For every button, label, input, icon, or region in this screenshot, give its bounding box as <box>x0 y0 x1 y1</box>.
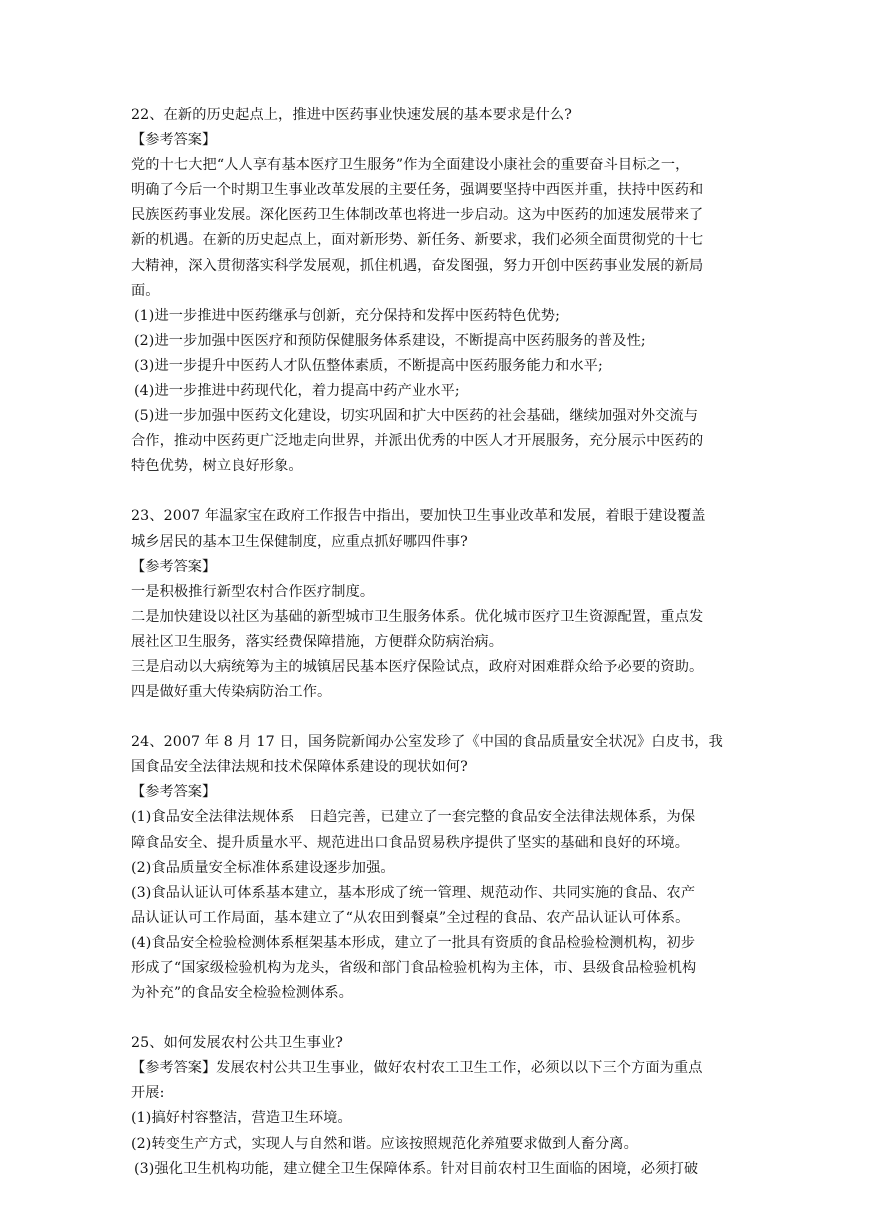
answer-line: 四是做好重大传染病防治工作。 <box>131 684 332 701</box>
answer-label: 【参考答案】 <box>131 1060 217 1077</box>
answer-line: 二是加快建设以社区为基础的新型城市卫生服务体系。优化城市医疗卫生资源配置，重点发 <box>131 608 704 625</box>
answer-line: (3)食品认证认可体系基本建立，基本形成了统一管理、规范动作、共同实施的食品、农产 <box>131 884 696 901</box>
qa-section-25 <box>131 1031 741 1182</box>
answer-line: 新的机遇。在新的历史起点上，面对新形势、新任务、新要求，我们必须全面贯彻党的十七 <box>131 232 704 249</box>
answer-line: (1)食品安全法律法规体系 日趋完善，已建立了一套完整的食品安全法律法规体系，为保 <box>131 809 696 826</box>
answer-line: (4)进一步推进中药现代化，着力提高中药产业水平; <box>134 383 460 400</box>
answer-line: (1)进一步推进中医药继承与创新，充分保持和发挥中医药特色优势; <box>134 307 560 324</box>
answer-line: 障食品安全、提升质量水平、规范进出口食品贸易秩序提供了坚实的基础和良好的环境。 <box>131 834 689 851</box>
answer-line: 合作，推动中医药更广泛地走向世界，并派出优秀的中医人才开展服务，充分展示中医药的 <box>131 433 704 450</box>
answer-line: 特色优势，树立良好形象。 <box>131 458 303 475</box>
answer-line: 一是积极推行新型农村合作医疗制度。 <box>131 583 375 600</box>
answer-line: (2)进一步加强中医医疗和预防保健服务体系建设，不断提高中医药服务的普及性; <box>134 332 646 349</box>
answer-line: 为补充”的食品安全检验检测体系。 <box>131 985 353 1002</box>
answer-label: 【参考答案】 <box>131 784 217 801</box>
answer-line: (4)食品安全检验检测体系框架基本形成，建立了一批具有资质的食品检验检测机构，初步 <box>131 934 696 951</box>
answer-line: 形成了“国家级检验机构为龙头，省级和部门食品检验机构为主体，市、县级食品检验机构 <box>131 960 697 976</box>
question-line: 23、2007 年温家宝在政府工作报告中指出，要加快卫生事业改革和发展，着眼于建设覆盖 <box>131 508 706 525</box>
question-line: 城乡居民的基本卫生保健制度，应重点抓好哪四件事? <box>131 533 468 550</box>
answer-line: (3)强化卫生机构功能，建立健全卫生保障体系。针对目前农村卫生面临的困境，必须打破 <box>134 1160 699 1177</box>
answer-label: 【参考答案】 <box>131 558 217 575</box>
question-line: 国食品安全法律法规和技术保障体系建设的现状如何? <box>131 759 468 776</box>
answer-line: (3)进一步提升中医药人才队伍整体素质，不断提高中医药服务能力和水平; <box>134 357 603 374</box>
answer-line: 面。 <box>131 282 160 299</box>
section-gap <box>131 479 741 504</box>
answer-line: (1)搞好村容整洁，营造卫生环境。 <box>131 1110 352 1127</box>
answer-first-line <box>131 1056 741 1081</box>
answer-line: 三是启动以大病统筹为主的城镇居民基本医疗保险试点，政府对困难群众给予必要的资助。 <box>131 658 704 675</box>
qa-section-23 <box>131 504 741 705</box>
question-line: 22、在新的历史起点上，推进中医药事业快速发展的基本要求是什么? <box>131 107 572 123</box>
answer-line: 品认证认可工作局面，基本建立了“从农田到餐桌”全过程的食品、农产品认证认可体系。 <box>131 909 690 926</box>
question-line: 25、如何发展农村公共卫生事业? <box>131 1035 344 1052</box>
answer-line: 展社区卫生服务，落实经费保障措施，方便群众防病治病。 <box>131 633 503 650</box>
document-page <box>131 103 741 1182</box>
answer-line: (2)转变生产方式，实现人与自然和谐。应该按照规范化养殖要求做到人畜分离。 <box>131 1135 638 1152</box>
answer-label: 【参考答案】 <box>131 132 217 149</box>
section-gap <box>131 705 741 730</box>
qa-section-24 <box>131 730 741 1006</box>
answer-inline-text: 发展农村公共卫生事业，做好农村农工卫生工作，必须以以下三个方面为重点 <box>216 1060 703 1077</box>
answer-line: 民族医药事业发展。深化医药卫生体制改革也将进一步启动。这为中医药的加速发展带来了 <box>131 207 704 224</box>
answer-line: 明确了今后一个时期卫生事业改革发展的主要任务，强调要坚持中西医并重，扶持中医药和 <box>131 182 704 199</box>
answer-line: (2)食品质量安全标准体系建设逐步加强。 <box>131 859 395 876</box>
answer-line: 党的十七大把“人人享有基本医疗卫生服务”作为全面建设小康社会的重要奋斗目标之一， <box>131 157 690 174</box>
answer-line: 大精神，深入贯彻落实科学发展观，抓住机遇，奋发图强，努力开创中医药事业发展的新局 <box>131 257 704 274</box>
qa-section-22 <box>131 103 741 479</box>
section-gap <box>131 1006 741 1031</box>
question-line: 24、2007 年 8 月 17 日，国务院新闻办公室发珍了《中国的食品质量安全状况》白皮书，我 <box>131 734 723 751</box>
answer-line: (5)进一步加强中医药文化建设，切实巩固和扩大中医药的社会基础，继续加强对外交流与 <box>134 408 699 425</box>
answer-line: 开展: <box>131 1085 165 1102</box>
